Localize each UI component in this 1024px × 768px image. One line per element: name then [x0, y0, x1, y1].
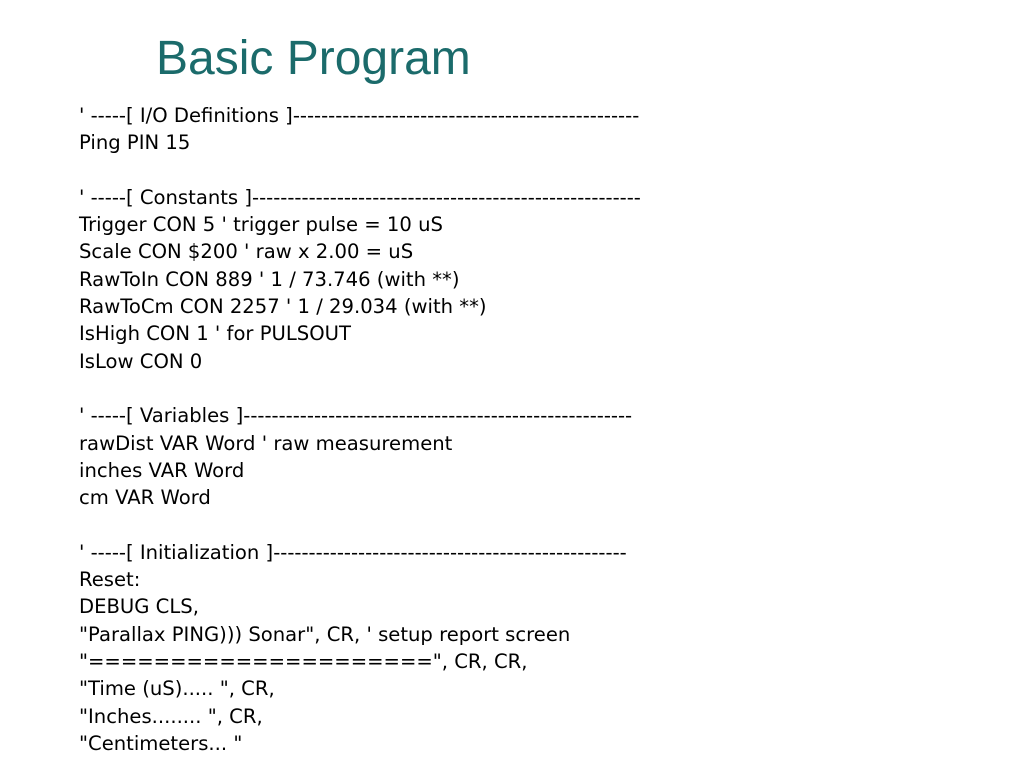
code-line: "=====================", CR, CR, [79, 649, 528, 673]
code-line: IsLow CON 0 [79, 349, 203, 373]
code-line: RawToCm CON 2257 ' 1 / 29.034 (with **) [79, 295, 487, 319]
code-line: ' -----[ I/O Definitions ]------------------------------------------------- [79, 104, 640, 127]
code-line: Trigger CON 5 ' trigger pulse = 10 uS [79, 213, 443, 237]
code-line: ' -----[ Variables ]------------------------------------------------------- [79, 404, 633, 428]
code-line: cm VAR Word [79, 486, 211, 510]
code-line: rawDist VAR Word ' raw measurement [79, 431, 453, 455]
code-line: Scale CON $200 ' raw x 2.00 = uS [79, 240, 414, 264]
code-line: "Parallax PING))) Sonar", CR, ' setup report screen [79, 622, 571, 646]
code-line: "Centimeters... " [79, 731, 243, 755]
code-line: ' -----[ Initialization ]-------------------------------------------------- [79, 540, 627, 564]
code-line: Reset: [79, 568, 141, 592]
code-line [79, 375, 1009, 402]
code-line: DEBUG CLS, [79, 595, 199, 619]
code-line [79, 157, 1009, 184]
slide-title: Basic Program [156, 32, 471, 85]
code-line: "Inches........ ", CR, [79, 704, 263, 728]
code-line: Ping PIN 15 [79, 131, 191, 155]
code-line: ' -----[ Constants ]------------------------------------------------------- [79, 185, 641, 209]
code-listing [79, 102, 1009, 757]
code-line: RawToIn CON 889 ' 1 / 73.746 (with **) [79, 267, 460, 291]
code-line: "Time (uS)..... ", CR, [79, 677, 275, 701]
code-line: inches VAR Word [79, 458, 245, 482]
code-line: IsHigh CON 1 ' for PULSOUT [79, 322, 351, 346]
code-line [79, 511, 1009, 538]
